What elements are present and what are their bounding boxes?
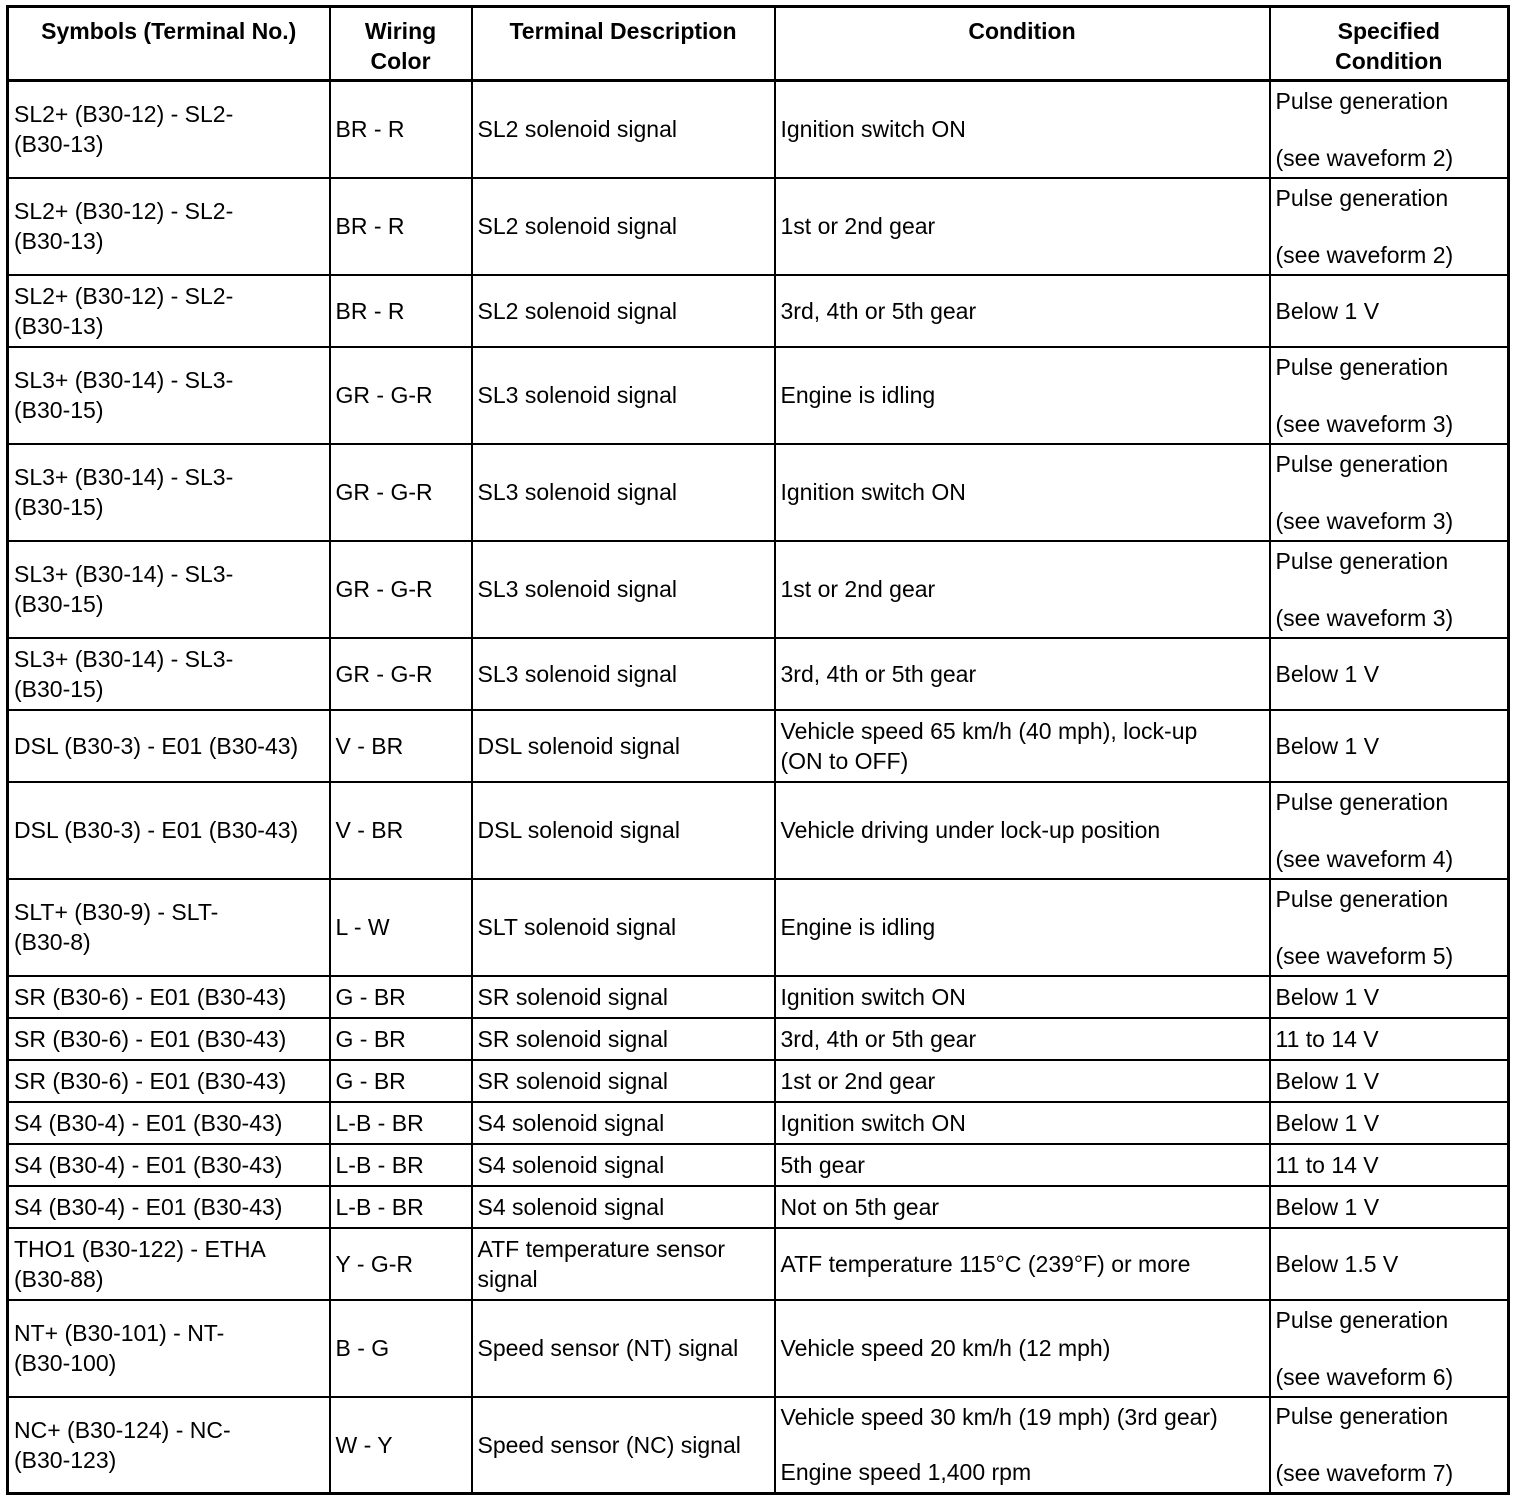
specified-condition-cell: Below 1 V	[1270, 638, 1509, 710]
condition-line: Vehicle speed 30 km/h (19 mph) (3rd gear)	[780, 1404, 1218, 1431]
condition-cell: 5th gear	[775, 1144, 1270, 1186]
table-row	[8, 541, 1509, 638]
specified-condition-cell	[1270, 1397, 1509, 1494]
spec-line: (see waveform 3)	[1275, 507, 1454, 534]
symbol-line: NC+ (B30-124) - NC-	[14, 1416, 231, 1443]
table-row	[8, 976, 1509, 1018]
symbol-line: (B30-123)	[14, 1446, 117, 1473]
terminal-description-cell: SL2 solenoid signal	[472, 275, 775, 347]
table-row	[8, 81, 1509, 178]
symbol-line: SL3+ (B30-14) - SL3-	[14, 464, 234, 490]
terminal-description-cell: SL3 solenoid signal	[472, 541, 775, 638]
condition-cell: Not on 5th gear	[775, 1186, 1270, 1228]
table-row	[8, 1228, 1509, 1300]
spec-line: Pulse generation	[1275, 788, 1449, 815]
symbol-line: SL3+ (B30-14) - SL3-	[14, 561, 234, 587]
condition-cell: 1st or 2nd gear	[775, 541, 1270, 638]
table-row	[8, 275, 1509, 347]
condition-line: (ON to OFF)	[780, 747, 909, 774]
specified-condition-cell: 11 to 14 V	[1270, 1018, 1509, 1060]
specified-condition-cell: Below 1 V	[1270, 710, 1509, 782]
table-row	[8, 1144, 1509, 1186]
table-row	[8, 178, 1509, 275]
condition-cell	[775, 1397, 1270, 1494]
header-terminal-description: Terminal Description	[472, 7, 775, 81]
spec-line: (see waveform 6)	[1275, 1363, 1454, 1390]
symbol-line: (B30-15)	[14, 675, 104, 702]
symbol-cell	[8, 178, 330, 275]
table-row	[8, 1397, 1509, 1494]
header-wiring-color	[330, 7, 472, 81]
spec-line: Pulse generation	[1275, 1403, 1449, 1430]
terminal-description-cell: SL3 solenoid signal	[472, 444, 775, 541]
symbol-line: (B30-15)	[14, 494, 104, 520]
specified-condition-cell: 11 to 14 V	[1270, 1144, 1509, 1186]
wiring-color-cell: BR - R	[330, 275, 472, 347]
condition-cell: Vehicle speed 20 km/h (12 mph)	[775, 1300, 1270, 1397]
table-row	[8, 710, 1509, 782]
wiring-color-cell: L-B - BR	[330, 1186, 472, 1228]
symbol-line: SL3+ (B30-14) - SL3-	[14, 367, 234, 393]
wiring-color-cell: Y - G-R	[330, 1228, 472, 1300]
wiring-color-cell: GR - G-R	[330, 347, 472, 444]
condition-cell	[775, 710, 1270, 782]
symbol-cell: SR (B30-6) - E01 (B30-43)	[8, 1018, 330, 1060]
condition-cell: Ignition switch ON	[775, 976, 1270, 1018]
wiring-color-cell: L-B - BR	[330, 1102, 472, 1144]
condition-cell: Engine is idling	[775, 347, 1270, 444]
wiring-color-cell: GR - G-R	[330, 444, 472, 541]
wiring-color-cell: L - W	[330, 879, 472, 976]
spec-line: Pulse generation	[1275, 547, 1449, 574]
condition-cell: Vehicle driving under lock-up position	[775, 782, 1270, 879]
specified-condition-cell: Below 1 V	[1270, 1102, 1509, 1144]
specified-condition-cell	[1270, 541, 1509, 638]
wiring-color-cell: W - Y	[330, 1397, 472, 1494]
header-condition: Condition	[775, 7, 1270, 81]
specified-condition-cell	[1270, 347, 1509, 444]
symbol-cell: S4 (B30-4) - E01 (B30-43)	[8, 1102, 330, 1144]
symbol-cell	[8, 1228, 330, 1300]
spec-line: Pulse generation	[1275, 1306, 1449, 1333]
symbol-cell	[8, 1300, 330, 1397]
terminal-spec-table	[6, 5, 1510, 1495]
condition-cell: 3rd, 4th or 5th gear	[775, 638, 1270, 710]
header-wiring-line1: Wiring	[364, 18, 437, 44]
table-row	[8, 1186, 1509, 1228]
symbol-line: (B30-13)	[14, 131, 104, 158]
condition-cell: Ignition switch ON	[775, 444, 1270, 541]
symbol-line: (B30-88)	[14, 1265, 104, 1292]
specified-condition-cell	[1270, 81, 1509, 178]
wiring-color-cell: V - BR	[330, 710, 472, 782]
condition-cell: 3rd, 4th or 5th gear	[775, 1018, 1270, 1060]
symbol-line: (B30-100)	[14, 1350, 117, 1376]
terminal-description-cell: Speed sensor (NT) signal	[472, 1300, 775, 1397]
specified-condition-cell	[1270, 178, 1509, 275]
header-specified-condition	[1270, 7, 1509, 81]
header-wiring-line2: Color	[370, 48, 431, 74]
symbol-line: SL2+ (B30-12) - SL2-	[14, 101, 234, 128]
symbol-line: SL3+ (B30-14) - SL3-	[14, 645, 234, 672]
symbol-cell: DSL (B30-3) - E01 (B30-43)	[8, 782, 330, 879]
terminal-description-cell: SR solenoid signal	[472, 1060, 775, 1102]
wiring-color-cell: G - BR	[330, 976, 472, 1018]
symbol-line: (B30-8)	[14, 929, 91, 955]
table-row	[8, 1060, 1509, 1102]
terminal-description-cell: DSL solenoid signal	[472, 782, 775, 879]
symbol-cell	[8, 347, 330, 444]
specified-condition-cell: Below 1 V	[1270, 275, 1509, 347]
specified-condition-cell	[1270, 444, 1509, 541]
wiring-color-cell: BR - R	[330, 178, 472, 275]
symbol-cell	[8, 275, 330, 347]
table-row	[8, 638, 1509, 710]
condition-line: Engine speed 1,400 rpm	[780, 1459, 1032, 1486]
wiring-color-cell: G - BR	[330, 1018, 472, 1060]
header-symbols: Symbols (Terminal No.)	[8, 7, 330, 81]
symbol-line: NT+ (B30-101) - NT-	[14, 1320, 225, 1346]
description-line: ATF temperature sensor	[477, 1235, 726, 1262]
terminal-description-cell: S4 solenoid signal	[472, 1186, 775, 1228]
header-row	[8, 7, 1509, 81]
spec-line: Pulse generation	[1275, 184, 1449, 211]
spec-line: Pulse generation	[1275, 885, 1449, 912]
condition-cell: Ignition switch ON	[775, 1102, 1270, 1144]
description-line: signal	[477, 1265, 538, 1292]
condition-cell: 1st or 2nd gear	[775, 1060, 1270, 1102]
symbol-cell: S4 (B30-4) - E01 (B30-43)	[8, 1144, 330, 1186]
spec-line: (see waveform 4)	[1275, 845, 1454, 872]
symbol-cell	[8, 638, 330, 710]
spec-line: Pulse generation	[1275, 87, 1449, 114]
wiring-color-cell: BR - R	[330, 81, 472, 178]
specified-condition-cell: Below 1 V	[1270, 976, 1509, 1018]
spec-line: (see waveform 5)	[1275, 942, 1454, 969]
terminal-description-cell	[472, 1228, 775, 1300]
symbol-cell	[8, 541, 330, 638]
symbol-line: (B30-13)	[14, 228, 104, 254]
spec-line: (see waveform 7)	[1275, 1460, 1454, 1487]
table-row	[8, 1018, 1509, 1060]
wiring-color-cell: V - BR	[330, 782, 472, 879]
wiring-color-cell: L-B - BR	[330, 1144, 472, 1186]
specified-condition-cell	[1270, 879, 1509, 976]
terminal-description-cell: SLT solenoid signal	[472, 879, 775, 976]
spec-line: (see waveform 2)	[1275, 144, 1454, 171]
symbol-cell: DSL (B30-3) - E01 (B30-43)	[8, 710, 330, 782]
table-row	[8, 879, 1509, 976]
terminal-description-cell: SL2 solenoid signal	[472, 81, 775, 178]
symbol-cell	[8, 879, 330, 976]
terminal-description-cell: DSL solenoid signal	[472, 710, 775, 782]
terminal-description-cell: S4 solenoid signal	[472, 1144, 775, 1186]
specified-condition-cell: Below 1 V	[1270, 1060, 1509, 1102]
spec-line: Pulse generation	[1275, 353, 1449, 380]
symbol-line: SLT+ (B30-9) - SLT-	[14, 899, 219, 925]
specified-condition-cell: Below 1.5 V	[1270, 1228, 1509, 1300]
symbol-line: SL2+ (B30-12) - SL2-	[14, 198, 234, 224]
symbol-cell	[8, 81, 330, 178]
symbol-line: (B30-15)	[14, 591, 104, 617]
wiring-color-cell: GR - G-R	[330, 541, 472, 638]
header-specified-line1: Specified	[1337, 18, 1440, 44]
wiring-color-cell: GR - G-R	[330, 638, 472, 710]
spec-line: (see waveform 3)	[1275, 604, 1454, 631]
terminal-description-cell: SR solenoid signal	[472, 976, 775, 1018]
terminal-description-cell: SL2 solenoid signal	[472, 178, 775, 275]
symbol-cell	[8, 1397, 330, 1494]
spec-line: (see waveform 2)	[1275, 241, 1454, 268]
table-row	[8, 1300, 1509, 1397]
spec-line: (see waveform 3)	[1275, 410, 1454, 437]
table-row	[8, 444, 1509, 541]
wiring-color-cell: B - G	[330, 1300, 472, 1397]
table-row	[8, 782, 1509, 879]
table-row	[8, 347, 1509, 444]
specified-condition-cell	[1270, 782, 1509, 879]
wiring-color-cell: G - BR	[330, 1060, 472, 1102]
symbol-cell: SR (B30-6) - E01 (B30-43)	[8, 1060, 330, 1102]
condition-cell: 3rd, 4th or 5th gear	[775, 275, 1270, 347]
condition-cell: Ignition switch ON	[775, 81, 1270, 178]
header-specified-line2: Condition	[1335, 48, 1443, 74]
symbol-cell: S4 (B30-4) - E01 (B30-43)	[8, 1186, 330, 1228]
spec-line: Pulse generation	[1275, 450, 1449, 477]
symbol-line: THO1 (B30-122) - ETHA	[14, 1235, 266, 1262]
condition-line: Vehicle speed 65 km/h (40 mph), lock-up	[780, 717, 1198, 744]
symbol-line: SL2+ (B30-12) - SL2-	[14, 282, 234, 309]
table-row	[8, 1102, 1509, 1144]
symbol-cell	[8, 444, 330, 541]
condition-cell: ATF temperature 115°C (239°F) or more	[775, 1228, 1270, 1300]
terminal-description-cell: S4 solenoid signal	[472, 1102, 775, 1144]
terminal-description-cell: Speed sensor (NC) signal	[472, 1397, 775, 1494]
condition-cell: Engine is idling	[775, 879, 1270, 976]
specified-condition-cell: Below 1 V	[1270, 1186, 1509, 1228]
symbol-line: (B30-15)	[14, 397, 104, 423]
symbol-line: (B30-13)	[14, 312, 104, 339]
terminal-description-cell: SL3 solenoid signal	[472, 347, 775, 444]
terminal-description-cell: SR solenoid signal	[472, 1018, 775, 1060]
specified-condition-cell	[1270, 1300, 1509, 1397]
condition-cell: 1st or 2nd gear	[775, 178, 1270, 275]
symbol-cell: SR (B30-6) - E01 (B30-43)	[8, 976, 330, 1018]
terminal-description-cell: SL3 solenoid signal	[472, 638, 775, 710]
